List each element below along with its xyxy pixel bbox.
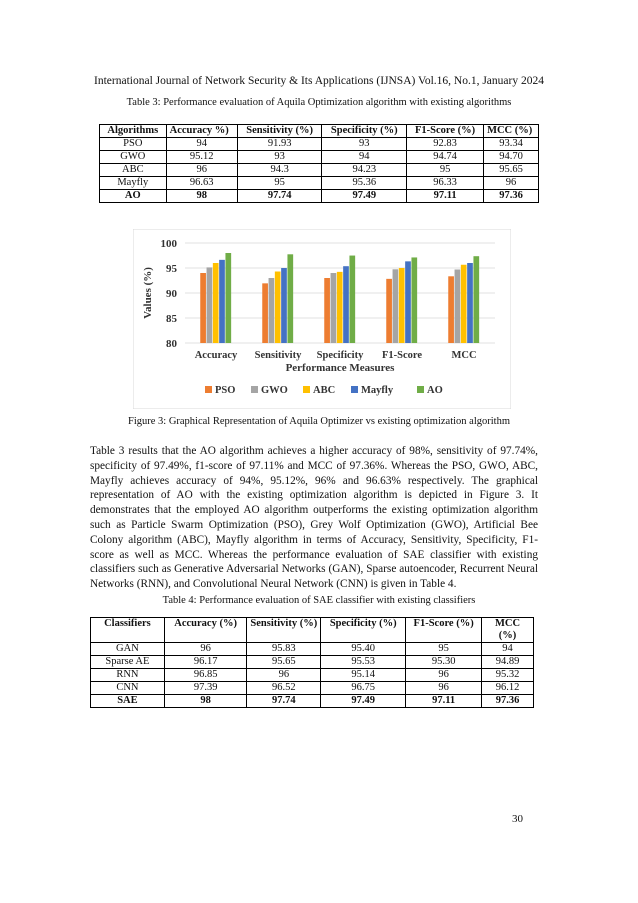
table3-cell: 96.63 [166, 177, 237, 190]
table3-row [100, 164, 539, 177]
y-tick-label: 95 [166, 263, 177, 275]
y-tick-label: 80 [166, 338, 177, 350]
table4-cell: 96 [406, 669, 482, 682]
table4-cell: 95.53 [321, 656, 406, 669]
table3-cell: 94 [322, 151, 407, 164]
table3-cell: 95.65 [484, 164, 539, 177]
bar-ao-f1-score [411, 257, 417, 343]
table3-cell: 97.49 [322, 190, 407, 203]
y-tick-label: 90 [166, 288, 177, 300]
table4-header-cell: Specificity (%) [321, 618, 406, 643]
table3-body [100, 138, 539, 203]
table3-cell: 96 [166, 164, 237, 177]
bar-mayfly-f1-score [405, 261, 411, 343]
legend-swatch-mayfly [351, 386, 358, 393]
table4-cell: 97.11 [406, 695, 482, 708]
table4-header-cell: Sensitivity (%) [247, 618, 321, 643]
table3-cell: 94 [166, 138, 237, 151]
y-tick-label: 85 [166, 313, 177, 325]
legend-label-ao: AO [427, 385, 443, 396]
table4-cell: 97.74 [247, 695, 321, 708]
legend-label-mayfly: Mayfly [361, 385, 394, 396]
table4-cell: 96.75 [321, 682, 406, 695]
table3-row [100, 177, 539, 190]
table4-cell: SAE [91, 695, 165, 708]
bar-chart [133, 229, 511, 409]
table3-cell: PSO [100, 138, 167, 151]
table4-cell: 96 [247, 669, 321, 682]
table4-row [91, 643, 534, 656]
table3-cell: 98 [166, 190, 237, 203]
legend-label-gwo: GWO [261, 385, 288, 396]
x-tick-label: Sensitivity [254, 350, 302, 361]
table3-cell: 91.93 [237, 138, 322, 151]
table3-header-cell: MCC (%) [484, 125, 539, 138]
table3-header-cell: Algorithms [100, 125, 167, 138]
table4-row [91, 656, 534, 669]
bar-mayfly-accuracy [219, 260, 225, 343]
bar-ao-sensitivity [287, 254, 293, 343]
table4-cell: 96.85 [164, 669, 247, 682]
table3-cell: Mayfly [100, 177, 167, 190]
table3-header-cell: Accuracy %) [166, 125, 237, 138]
table4-cell: 95.14 [321, 669, 406, 682]
table3-cell: 94.3 [237, 164, 322, 177]
table4-cell: 96.12 [482, 682, 534, 695]
bar-ao-accuracy [225, 253, 231, 343]
x-tick-label: Accuracy [194, 350, 238, 361]
table4-cell: 95.32 [482, 669, 534, 682]
table4-header-cell: F1-Score (%) [406, 618, 482, 643]
bar-abc-f1-score [399, 268, 405, 343]
table4-row [91, 695, 534, 708]
bar-gwo-sensitivity [269, 278, 275, 343]
bar-ao-mcc [473, 256, 479, 343]
bar-mayfly-sensitivity [281, 268, 287, 343]
x-tick-label: Specificity [316, 350, 364, 361]
table4-cell: RNN [91, 669, 165, 682]
table4-cell: 96 [164, 643, 247, 656]
y-axis-title: Values (%) [142, 267, 154, 319]
table4-header-row [91, 618, 534, 643]
table4-cell: 96.52 [247, 682, 321, 695]
table3-cell: 93 [322, 138, 407, 151]
legend-label-pso: PSO [215, 385, 236, 396]
bar-gwo-accuracy [207, 267, 213, 343]
table3-caption: Table 3: Performance evaluation of Aquila Optimization algorithm with existing algorithms [126, 97, 512, 108]
table4-cell: CNN [91, 682, 165, 695]
table4-cell: 96.17 [164, 656, 247, 669]
legend-swatch-abc [303, 386, 310, 393]
table4-cell: 95 [406, 643, 482, 656]
legend-swatch-pso [205, 386, 212, 393]
table3-row [100, 151, 539, 164]
table4-cell: 94.89 [482, 656, 534, 669]
x-tick-label: MCC [451, 350, 477, 361]
table3-cell: 95.12 [166, 151, 237, 164]
table3 [99, 124, 539, 203]
y-tick-label: 100 [160, 238, 177, 250]
bar-abc-specificity [337, 272, 343, 343]
running-header: International Journal of Network Security & Its Applications (IJNSA) Vol.16, No.1, January 2024 [94, 75, 544, 87]
table4-cell: GAN [91, 643, 165, 656]
legend-swatch-ao [417, 386, 424, 393]
body-paragraph: Table 3 results that the AO algorithm achieves a higher accuracy of 98%, sensitivity of 97.74%, specificity of 97.49%, f1-score of 97.11% and MCC of 97.36%. Whereas the PSO, GWO, ABC, Mayfly achieves accuracy of 94%, 95.12%, 96% and 96.63% respectively. The graphical representation of AO with the existing optimization algorithm is depicted in Figure 3. It demonstrates that the employed AO algorithm outperforms the existing optimization algorithm such as Particle Swarm Optimization (PSO), Grey Wolf Optimization (GWO), Artificial Bee Colony algorithm (ABC), Mayfly algorithm in terms of Accuracy, Sensitivity, Specificity, F1-score as well as MCC. Whereas the performance evaluation of SAE classifier with existing classifiers such as Generative Adversarial Networks (GAN), Sparse autoencoder, Recurrent Neural Networks (RNN), and Convolutional Neural Network (CNN) is given in Table 4. [90, 445, 538, 591]
bar-gwo-mcc [455, 270, 461, 344]
table3-cell: 94.74 [407, 151, 484, 164]
bar-pso-mcc [448, 276, 454, 343]
bar-ao-specificity [349, 256, 355, 343]
table3-row [100, 190, 539, 203]
table3-header-cell: F1-Score (%) [407, 125, 484, 138]
table3-cell: 96.33 [407, 177, 484, 190]
table4-row [91, 669, 534, 682]
table3-cell: 93.34 [484, 138, 539, 151]
bar-abc-sensitivity [275, 272, 281, 344]
table3-cell: 95.36 [322, 177, 407, 190]
bar-abc-mcc [461, 265, 467, 343]
bar-pso-accuracy [200, 273, 206, 343]
table4-cell: 97.39 [164, 682, 247, 695]
table3-cell: 94.23 [322, 164, 407, 177]
table3-header-cell: Sensitivity (%) [237, 125, 322, 138]
legend-label-abc: ABC [313, 385, 336, 396]
bar-gwo-f1-score [393, 269, 399, 343]
bar-pso-specificity [324, 278, 330, 343]
table4-cell: 94 [482, 643, 534, 656]
page-number: 30 [512, 813, 523, 825]
table3-cell: AO [100, 190, 167, 203]
table4-header-cell: Classifiers [91, 618, 165, 643]
x-axis-title: Performance Measures [285, 362, 395, 374]
table4-cell: Sparse AE [91, 656, 165, 669]
table3-row [100, 138, 539, 151]
table4-cell: 96 [406, 682, 482, 695]
table3-cell: 95 [237, 177, 322, 190]
table4-cell: 95.65 [247, 656, 321, 669]
bar-abc-accuracy [213, 263, 219, 343]
table3-cell: 96 [484, 177, 539, 190]
table4-body [91, 643, 534, 708]
table4 [90, 617, 534, 708]
x-tick-label: F1-Score [381, 350, 423, 361]
table4-cell: 98 [164, 695, 247, 708]
table3-header-cell: Specificity (%) [322, 125, 407, 138]
table4-cell: 97.49 [321, 695, 406, 708]
table4-header-cell: Accuracy (%) [164, 618, 247, 643]
table3-cell: 97.74 [237, 190, 322, 203]
table3-cell: 95 [407, 164, 484, 177]
legend-swatch-gwo [251, 386, 258, 393]
table3-cell: 92.83 [407, 138, 484, 151]
table3-cell: 94.70 [484, 151, 539, 164]
table3-cell: ABC [100, 164, 167, 177]
bar-gwo-specificity [331, 273, 337, 343]
table4-cell: 97.36 [482, 695, 534, 708]
figure-caption: Figure 3: Graphical Representation of Aquila Optimizer vs existing optimization algorithm [127, 416, 510, 427]
chart-area [133, 229, 511, 409]
bar-mayfly-specificity [343, 266, 349, 343]
table3-cell: GWO [100, 151, 167, 164]
table4-header-cell: MCC (%) [482, 618, 534, 643]
table4-cell: 95.30 [406, 656, 482, 669]
table4-cell: 95.83 [247, 643, 321, 656]
bar-mayfly-mcc [467, 263, 473, 343]
table3-cell: 97.36 [484, 190, 539, 203]
table4-row [91, 682, 534, 695]
table4-cell: 95.40 [321, 643, 406, 656]
table3-header-row [100, 125, 539, 138]
table3-cell: 93 [237, 151, 322, 164]
table3-cell: 97.11 [407, 190, 484, 203]
bar-pso-sensitivity [262, 283, 268, 343]
bar-pso-f1-score [386, 279, 392, 343]
table4-caption: Table 4: Performance evaluation of SAE classifier with existing classifiers [162, 595, 476, 606]
